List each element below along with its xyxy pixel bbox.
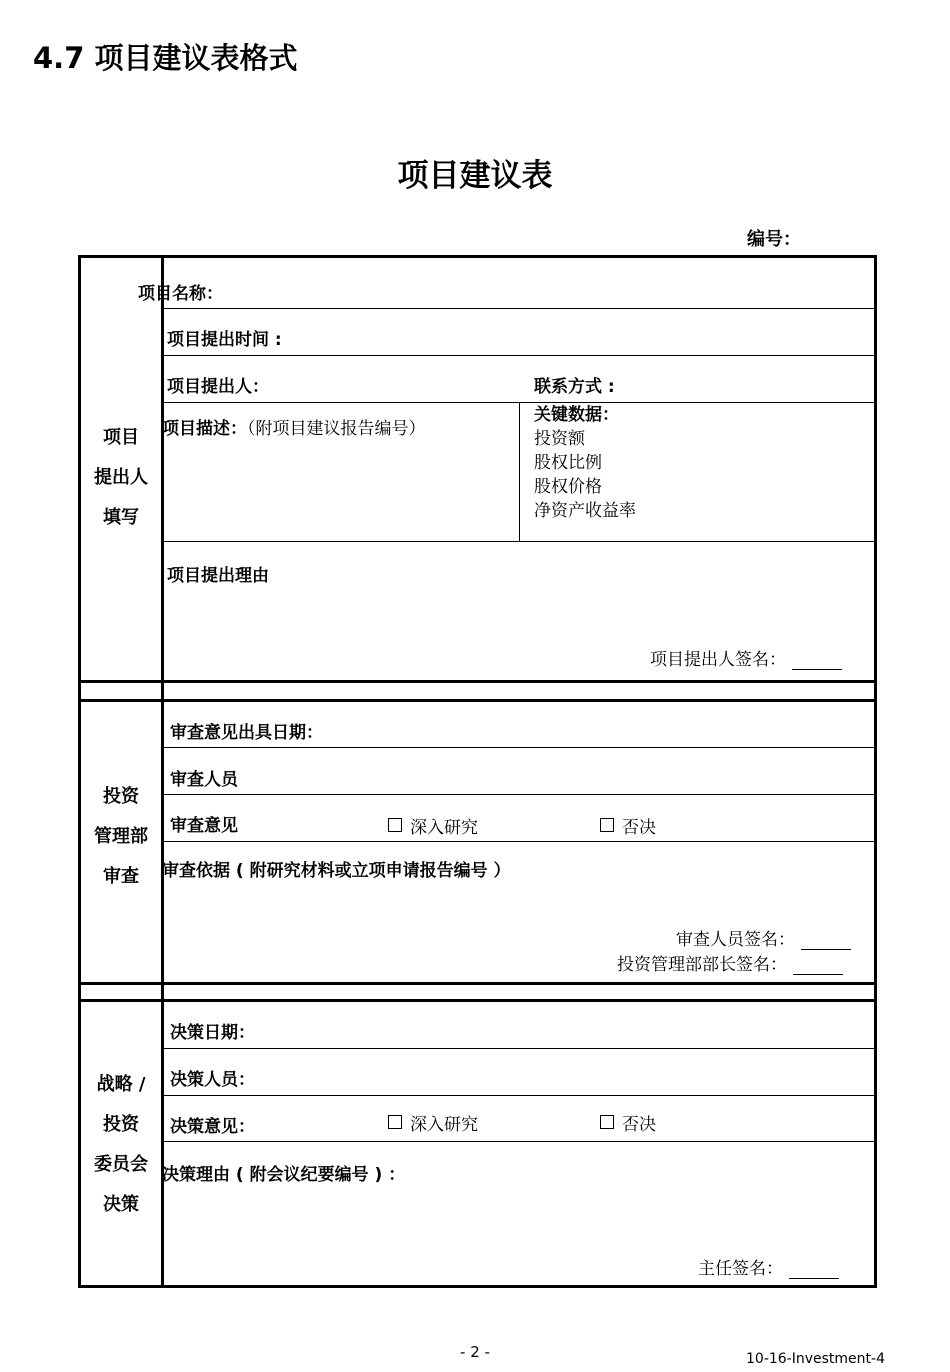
proposer-section-label: 项目 提出人 填写 — [94, 427, 148, 528]
key-data-field[interactable] — [534, 403, 636, 523]
signature-line — [792, 653, 842, 670]
form-title: 项目建议表 — [397, 158, 553, 194]
key-data-item: 股权比例 — [534, 453, 602, 473]
signature-line — [793, 958, 843, 975]
reviewer-signature[interactable]: 审查人员签名： — [676, 925, 851, 950]
decision-section-label: 战略 / 投资 委员会 决策 — [94, 1074, 148, 1215]
chair-signature[interactable]: 主任签名： — [698, 1254, 839, 1279]
description-label: 项目描述： — [162, 419, 247, 439]
decision-date-field[interactable]: 决策日期： — [170, 1023, 255, 1043]
checkbox-icon[interactable] — [388, 1115, 402, 1129]
description-field[interactable] — [162, 414, 426, 439]
contact-field[interactable]: 联系方式 : — [534, 377, 615, 397]
signature-line — [789, 1262, 839, 1279]
proposer-signature[interactable]: 项目提出人签名： — [650, 645, 842, 670]
key-data-label: 关键数据： — [534, 405, 619, 425]
proposal-reason-field[interactable]: 项目提出理由 — [167, 566, 269, 586]
review-section-label: 投资 管理部 审查 — [94, 786, 148, 887]
page-number: - 2 - — [460, 1343, 490, 1361]
decision-opinion-label: 决策意见： — [170, 1117, 255, 1137]
review-option-research[interactable]: 深入研究 — [388, 813, 478, 838]
section-heading: 4.7 项目建议表格式 — [33, 41, 298, 75]
decision-reason-field[interactable]: 决策理由 ( 附会议纪要编号 ) ： — [162, 1165, 406, 1185]
decision-members-field[interactable]: 决策人员： — [170, 1070, 255, 1090]
review-option-reject[interactable]: 否决 — [600, 813, 656, 838]
proposal-time-field[interactable]: 项目提出时间 : — [167, 330, 282, 350]
decision-option-research[interactable]: 深入研究 — [388, 1110, 478, 1135]
key-data-item: 投资额 — [534, 429, 585, 449]
key-data-item: 股权价格 — [534, 477, 602, 497]
project-name-field[interactable]: 项目名称： — [138, 284, 223, 304]
checkbox-icon[interactable] — [600, 818, 614, 832]
key-data-item: 净资产收益率 — [534, 501, 636, 521]
form-number-label: 编号： — [747, 229, 801, 250]
description-note: （附项目建议报告编号） — [247, 419, 426, 439]
proposer-field[interactable]: 项目提出人： — [167, 377, 269, 397]
doc-code: 10-16-Investment-4 — [746, 1351, 885, 1367]
head-signature[interactable]: 投资管理部部长签名： — [617, 950, 843, 975]
checkbox-icon[interactable] — [388, 818, 402, 832]
decision-option-reject[interactable]: 否决 — [600, 1110, 656, 1135]
reviewers-field[interactable]: 审查人员 — [170, 770, 238, 790]
signature-line — [801, 933, 851, 950]
review-date-field[interactable]: 审查意见出具日期： — [170, 723, 323, 743]
review-basis-field[interactable]: 审查依据 ( 附研究材料或立项申请报告编号 ） — [162, 861, 511, 881]
review-opinion-label: 审查意见 — [170, 816, 238, 836]
checkbox-icon[interactable] — [600, 1115, 614, 1129]
